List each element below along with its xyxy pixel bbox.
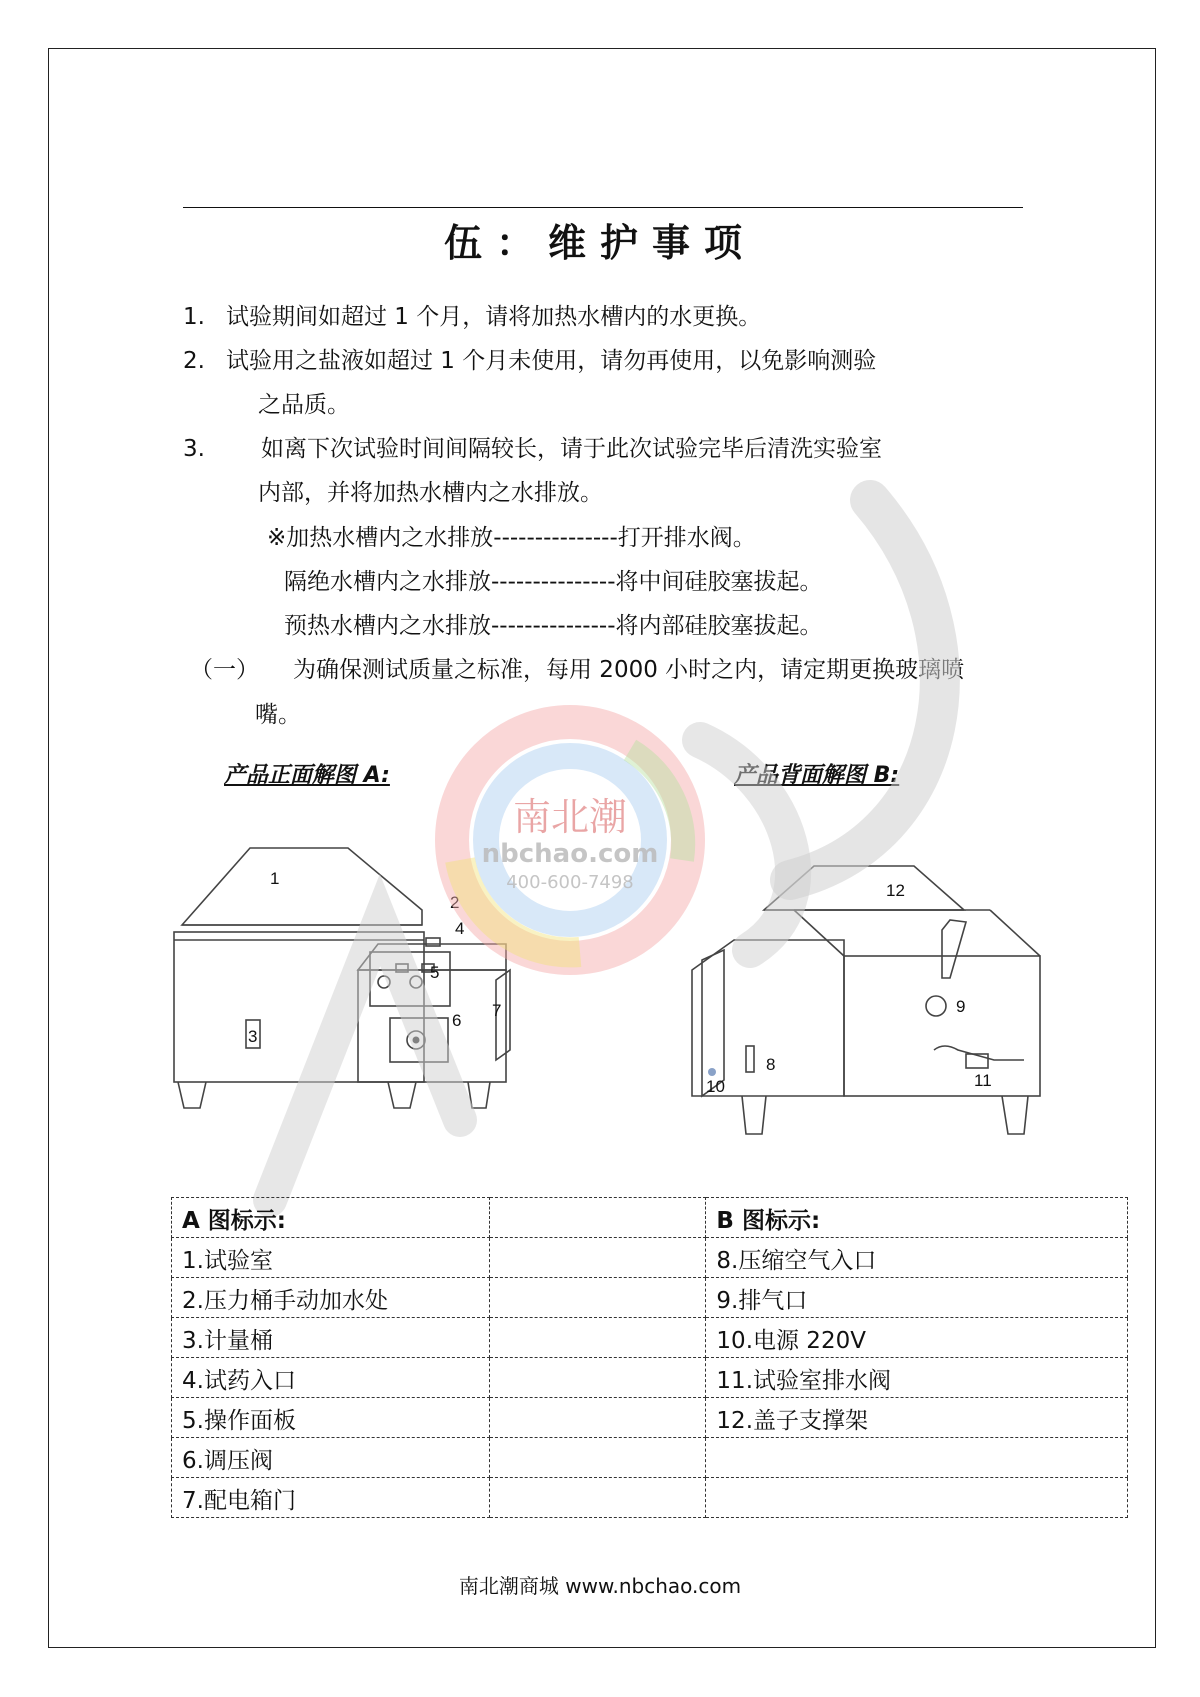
legend-b-header: B 图标示: [706,1198,1128,1238]
legend-b-item: 9.排气口 [706,1278,1128,1318]
legend-b-item: 11.试验室排水阀 [706,1358,1128,1398]
legend-empty-cell [489,1318,706,1358]
legend-a-item: 2.压力桶手动加水处 [172,1278,490,1318]
legend-a-item: 1.试验室 [172,1238,490,1278]
legend-empty-cell [489,1478,706,1518]
label-4: 4 [455,919,465,938]
note-one-continued: 嘴。 [255,702,301,728]
label-12: 12 [886,881,905,900]
legend-empty-cell [489,1278,706,1318]
legend-b-item: 12.盖子支撑架 [706,1398,1128,1438]
lid-support [942,920,966,978]
legend-table [171,1197,1128,1518]
legend-empty-cell [489,1398,706,1438]
diagram-b-caption: 产品背面解图 B: [734,763,900,788]
title-rule [183,207,1023,208]
watermark-brand: 南北潮 [512,795,628,839]
drain-note-isolation: 隔绝水槽内之水排放---------------将中间硅胶塞拔起。 [284,569,823,595]
item-3 [183,434,882,464]
legend-b-item: 10.电源 220V [706,1318,1128,1358]
legend-empty-cell [489,1358,706,1398]
section-title: 伍：维护事项 [443,220,756,265]
drain-valve [934,1046,1024,1060]
watermark-domain: nbchao.com [481,839,659,869]
item-text: 试验期间如超过 1 个月，请将加热水槽内的水更换。 [226,304,762,330]
exhaust-port [926,996,946,1016]
item-2 [183,346,876,376]
item-3-continued: 内部，并将加热水槽内之水排放。 [258,480,603,506]
item-number: 2. [183,348,205,374]
label-7: 7 [492,1001,502,1020]
label-11: 11 [974,1071,992,1090]
item-text: 如离下次试验时间间隔较长，请于此次试验完毕后清洗实验室 [261,436,882,462]
item-1 [183,302,761,332]
table-row [172,1358,1128,1398]
table-row [172,1438,1128,1478]
label-1: 1 [270,869,280,888]
item-text: 试验用之盐液如超过 1 个月未使用，请勿再使用，以免影响测验 [226,348,877,374]
test-chamber-body [174,932,424,1082]
table-row [172,1398,1128,1438]
table-row [172,1318,1128,1358]
legend-a-item: 7.配电箱门 [172,1478,490,1518]
label-2: 2 [450,893,460,912]
watermark-phone: 400-600-7498 [506,872,634,893]
label-8: 8 [766,1055,776,1074]
note-one [190,655,964,685]
note-label: （一） [190,657,259,683]
label-9: 9 [956,997,966,1016]
item-number: 3. [183,436,205,462]
table-row [172,1238,1128,1278]
legend-a-item: 5.操作面板 [172,1398,490,1438]
diagram-a-caption: 产品正面解图 A: [224,763,390,788]
table-row [172,1478,1128,1518]
legend-a-item: 4.试药入口 [172,1358,490,1398]
label-5: 5 [430,963,440,982]
legend-b-item [706,1478,1128,1518]
air-inlet [746,1046,754,1072]
page-footer: 南北潮商城 www.nbchao.com [458,1574,742,1598]
item-number: 1. [183,304,205,330]
drain-note-preheat: 预热水槽内之水排放---------------将内部硅胶塞拔起。 [284,613,823,639]
table-row [172,1198,1128,1238]
chamber-lid [764,866,964,910]
legend-a-header: A 图标示: [172,1198,490,1238]
legend-a-item: 3.计量桶 [172,1318,490,1358]
diagram-a-front-view [170,840,530,1110]
drain-note-heating: ※加热水槽内之水排放---------------打开排水阀。 [267,525,756,551]
legend-a-item: 6.调压阀 [172,1438,490,1478]
legend-b-item [706,1438,1128,1478]
legend-empty-cell [489,1238,706,1278]
chamber-lid [182,848,422,925]
table-row [172,1278,1128,1318]
item-2-continued: 之品质。 [258,392,350,418]
legend-b-item: 8.压缩空气入口 [706,1238,1128,1278]
label-3: 3 [248,1027,258,1046]
diagram-b-back-view [684,860,1054,1140]
legend-empty-cell [489,1198,706,1238]
note-text: 为确保测试质量之标准，每用 2000 小时之内，请定期更换玻璃喷 [293,657,965,683]
label-10: 10 [706,1077,725,1096]
legend-empty-cell [489,1438,706,1478]
label-6: 6 [452,1011,462,1030]
